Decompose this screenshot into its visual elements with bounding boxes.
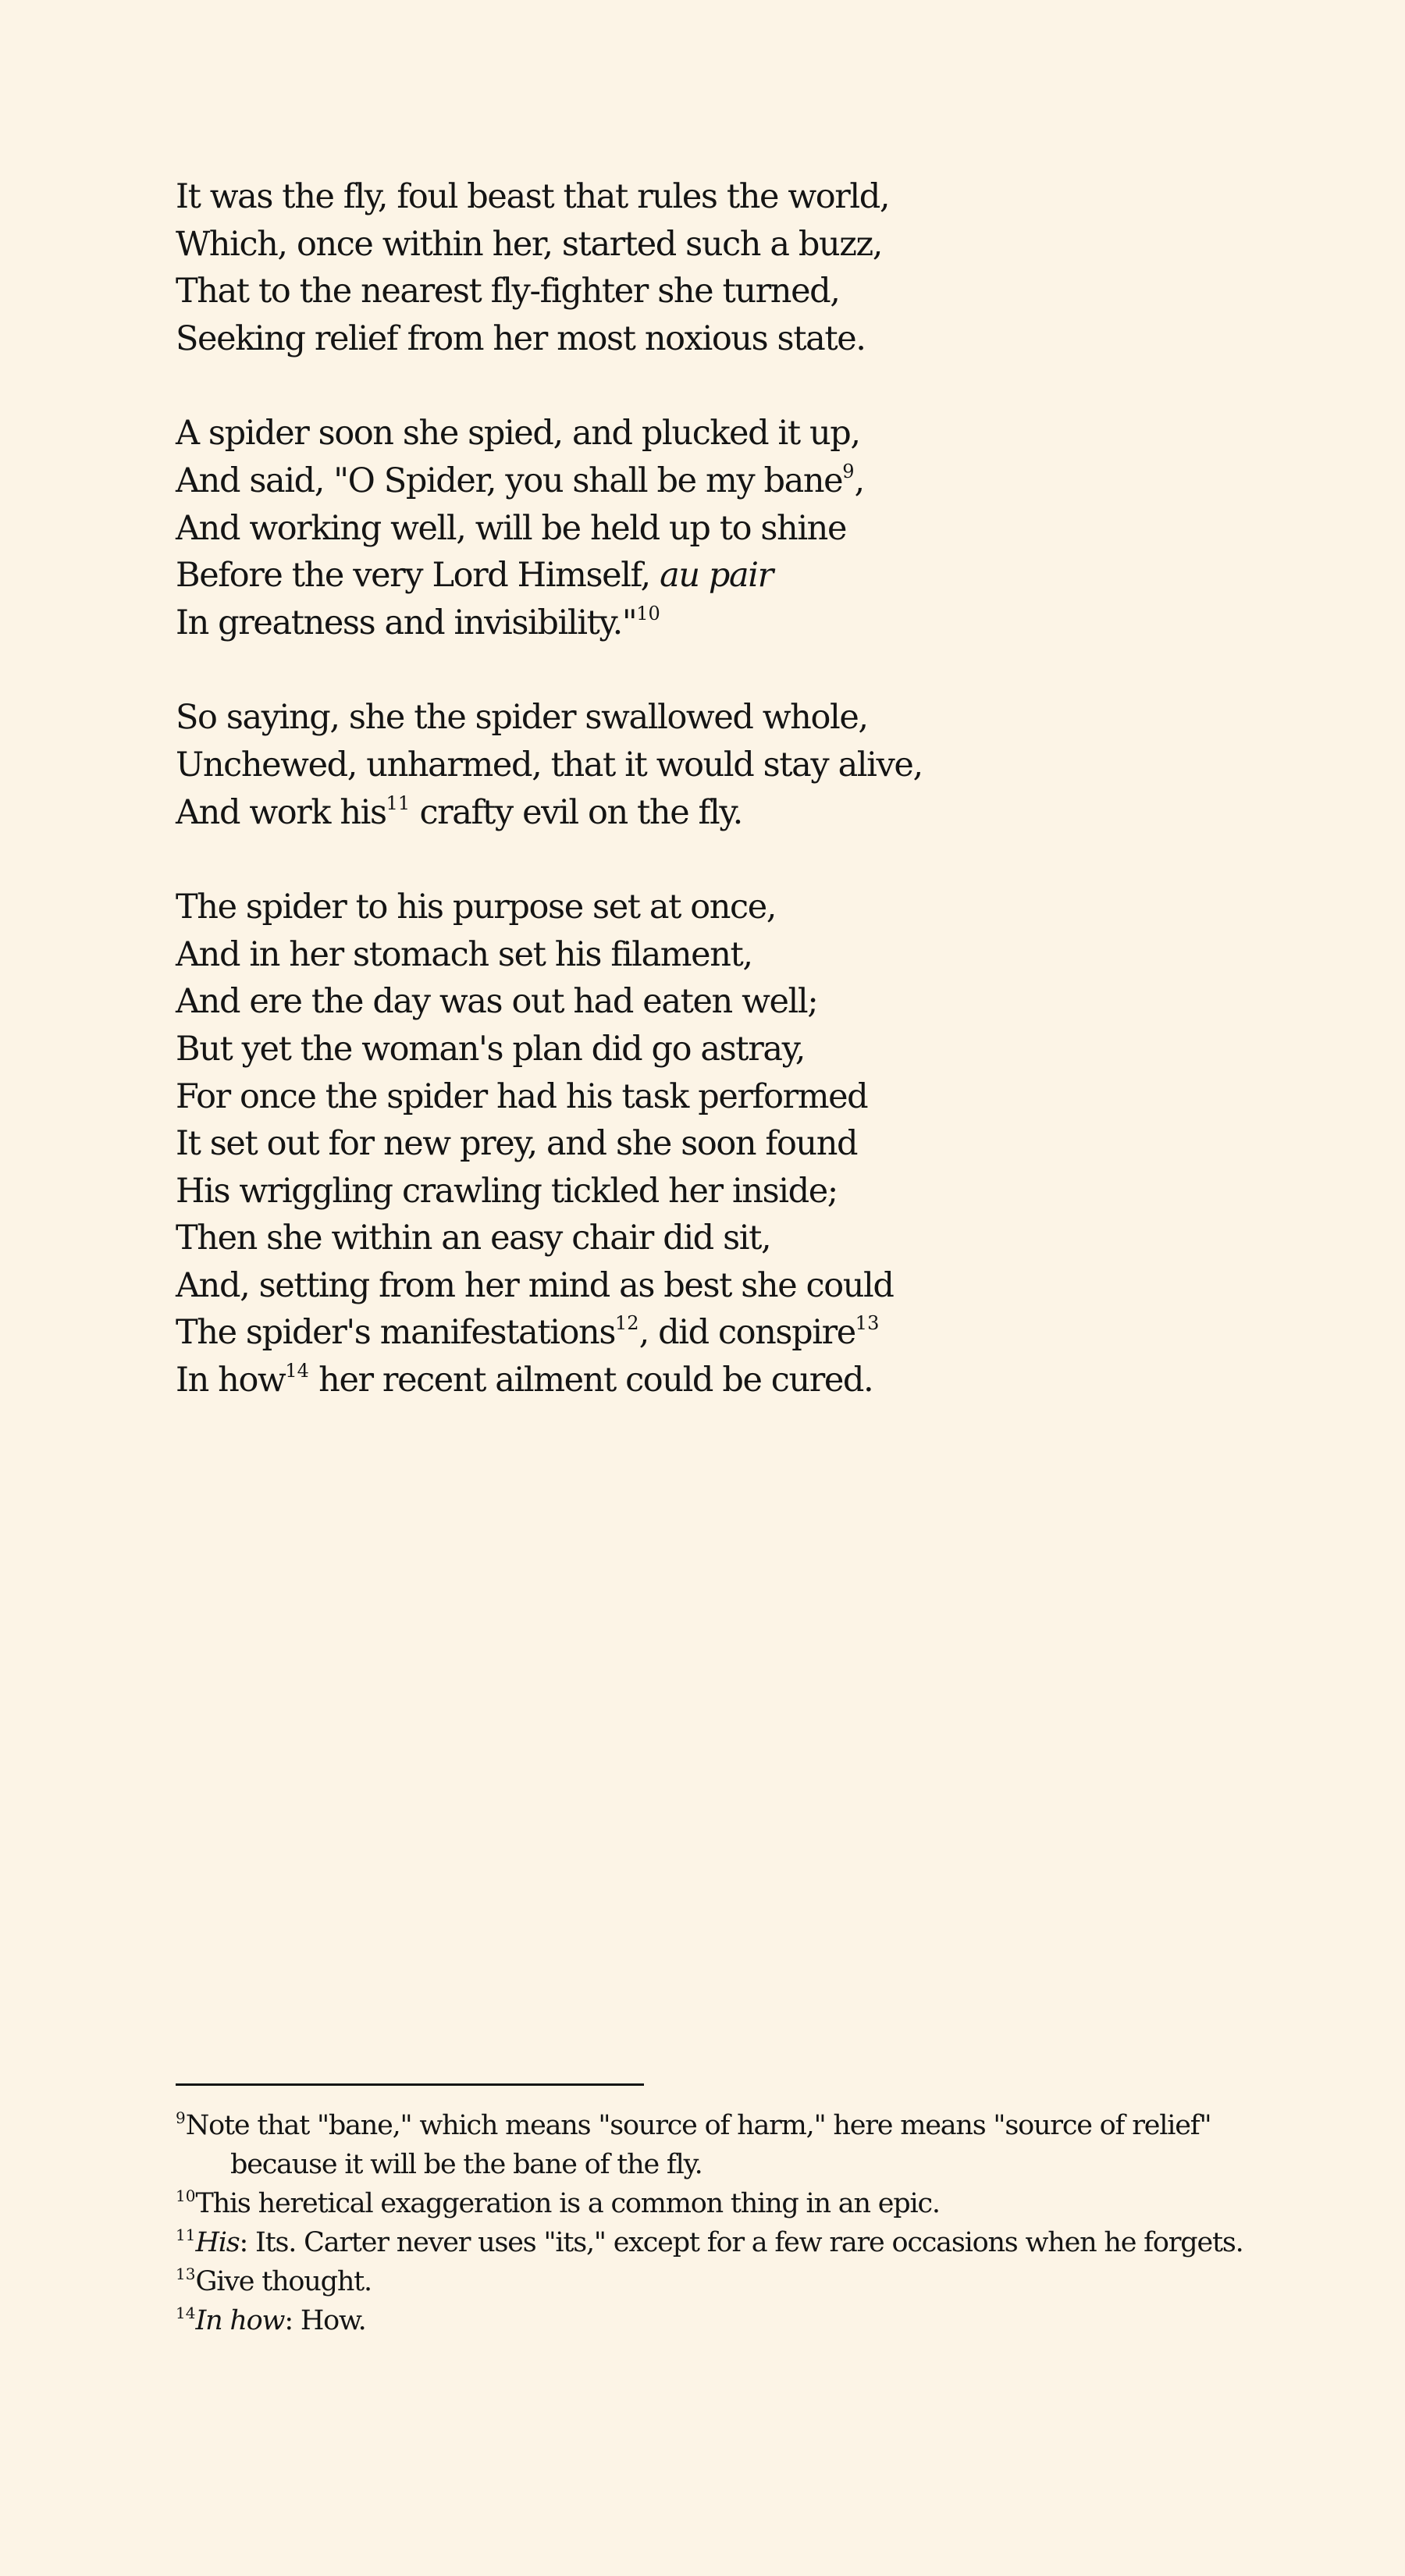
poem-line: And work his$^{11}$ crafty evil on the fly. [176, 792, 742, 832]
poem-line: A spider soon she spied, and plucked it up, [176, 414, 860, 454]
poem [176, 173, 1268, 1452]
poem-line: Seeking relief from her most noxious state. [176, 318, 866, 358]
footnote-ref[interactable]: 11 [386, 792, 411, 814]
footnote-ref[interactable]: 14 [285, 1360, 309, 1382]
poem-line: It set out for new prey, and she soon found [176, 1124, 858, 1164]
poem-line: Unchewed, unharmed, that it would stay alive, [176, 745, 923, 785]
stanza-3 [176, 694, 1268, 836]
footnote-ref[interactable]: 13 [855, 1312, 880, 1335]
poem-line: For once the spider had his task performed [176, 1076, 868, 1116]
poem-line: The spider to his purpose set at once, [176, 888, 777, 927]
poem-line: Which, once within her, started such a buzz, [176, 224, 883, 264]
footnote-13: $^{13}$Give thought. [176, 2265, 372, 2297]
poem-line: In greatness and invisibility."$^{10}$ [176, 602, 660, 642]
poem-line: And, setting from her mind as best she could [176, 1265, 894, 1305]
poem-line: And said, "O Spider, you shall be my bane$^9$, [176, 460, 864, 500]
footnote-number: 13 [176, 2265, 196, 2283]
poem-line: Then she within an easy chair did sit, [176, 1219, 771, 1258]
footnote-ref[interactable]: 10 [636, 602, 660, 624]
footnote-14: $^{14}$In how: How. [176, 2304, 366, 2336]
footnote-ref[interactable]: 9 [842, 460, 855, 482]
footnote-number: 11 [176, 2226, 196, 2244]
footnote-number: 10 [176, 2186, 196, 2205]
stanza-2 [176, 410, 1268, 646]
footnotes [176, 2083, 1315, 2340]
poem-line: His wriggling crawling tickled her inside; [176, 1171, 838, 1211]
stanza-1 [176, 173, 1268, 362]
italic-phrase: In how [195, 2305, 285, 2336]
footnote-11: $^{11}$His: Its. Carter never uses "its," except for a few rare occasions when he forgets. [176, 2226, 1243, 2258]
poem-line: So saying, she the spider swallowed whole, [176, 698, 868, 738]
italic-phrase: His [195, 2227, 240, 2258]
footnote-9: $^9$Note that "bane," which means "source of harm," here means "source of relief" because it will be the bane of the fly. [176, 2108, 1211, 2180]
stanza-4 [176, 884, 1268, 1404]
footnote-ref[interactable]: 12 [615, 1312, 639, 1335]
footnote-10: $^{10}$This heretical exaggeration is a common thing in an epic. [176, 2186, 940, 2219]
footnote-number: 9 [176, 2108, 186, 2127]
italic-phrase: au pair [660, 556, 773, 596]
footnote-divider [176, 2083, 644, 2086]
poem-line: In how$^{14}$ her recent ailment could be cured. [176, 1360, 873, 1400]
poem-line: Before the very Lord Himself, au pair [176, 556, 773, 596]
poem-line: And ere the day was out had eaten well; [176, 982, 818, 1022]
footnote-number: 14 [176, 2304, 196, 2322]
poem-line: It was the fly, foul beast that rules the world, [176, 177, 890, 216]
poem-line: But yet the woman's plan did go astray, [176, 1029, 806, 1069]
poem-line: The spider's manifestations$^{12}$, did conspire$^{13}$ [176, 1312, 880, 1353]
poem-line: And in her stomach set his filament, [176, 934, 752, 974]
poem-line: That to the nearest fly-fighter she turned, [176, 272, 840, 311]
poem-line: And working well, will be held up to shine [176, 508, 847, 548]
